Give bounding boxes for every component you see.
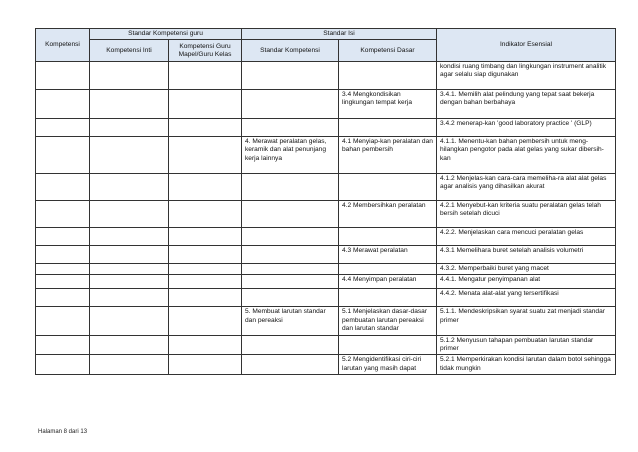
cell-empty xyxy=(169,307,242,335)
cell-ind xyxy=(437,119,616,137)
ind-text: 4.1.1. Menentu-kan bahan pembersih untuk meng-hilangkan pengotor pada alat gelas yang sukar dibersih-kan xyxy=(440,138,604,162)
cell-empty xyxy=(169,264,242,275)
cell-kd xyxy=(339,307,437,335)
cell-ind xyxy=(437,201,616,228)
cell-ind xyxy=(437,62,616,90)
table-row xyxy=(36,119,616,137)
cell-kd xyxy=(339,174,437,201)
header-standar-kompetensi: Standar Kompetensi xyxy=(242,40,339,62)
cell-empty xyxy=(90,355,169,375)
cell-sk xyxy=(242,355,339,375)
header-indikator: Indikator Esensial xyxy=(437,29,616,62)
cell-empty xyxy=(169,289,242,307)
table-row xyxy=(36,355,616,375)
ind-text: 4.4.2. Menata alat-alat yang tersertifikasi xyxy=(440,290,559,298)
cell-sk xyxy=(242,62,339,90)
cell-kd xyxy=(339,228,437,246)
cell-kd xyxy=(339,90,437,119)
cell-empty xyxy=(169,119,242,137)
cell-empty xyxy=(90,275,169,289)
table-row xyxy=(36,275,616,289)
cell-ind xyxy=(437,335,616,355)
header-kompetensi: Kompetensi xyxy=(36,29,90,62)
cell-empty xyxy=(169,275,242,289)
ind-text: 5.1.2 Menyusun tahapan pembuatan larutan standar primer xyxy=(440,336,594,353)
cell-empty xyxy=(36,264,90,275)
kd-text: 3.4 Mengkondisikan lingkungan tempat kerja xyxy=(342,91,413,107)
cell-kd xyxy=(339,275,437,289)
cell-ind xyxy=(437,246,616,264)
kd-text: 4.4 Menyimpan peralatan xyxy=(342,276,417,284)
table-row xyxy=(36,174,616,201)
cell-empty xyxy=(36,119,90,137)
cell-empty xyxy=(36,355,90,375)
cell-empty xyxy=(36,137,90,174)
kd-text: 5.1 Menjelaskan dasar-dasar pembuatan larutan pereaksi dan larutan standar xyxy=(342,308,428,333)
cell-kd xyxy=(339,137,437,174)
cell-empty xyxy=(36,62,90,90)
header-standar-isi: Standar Isi xyxy=(242,29,437,40)
ind-text: kondisi ruang timbang dan lingkungan instrument analitik agar selalu siap digunakan xyxy=(440,63,607,79)
cell-kd xyxy=(339,201,437,228)
ind-text: 3.4.2 menerap-kan 'good laboratory practice ' (GLP) xyxy=(440,120,592,127)
table-row xyxy=(36,289,616,307)
sk-text: 4. Merawat peralatan gelas, keramik dan alat penunjang kerja lainnya xyxy=(245,138,327,162)
cell-empty xyxy=(90,307,169,335)
cell-empty xyxy=(90,246,169,264)
ind-text: 4.4.1. Mengatur penyimpanan alat xyxy=(440,276,541,284)
cell-kd xyxy=(339,355,437,375)
kd-text: 4.3 Merawat peralatan xyxy=(342,247,408,254)
table-row xyxy=(36,335,616,355)
cell-ind xyxy=(437,90,616,119)
cell-empty xyxy=(169,355,242,375)
kd-text: 5.2 Mengidentifikasi ciri-ciri larutan yang masih dapat xyxy=(342,356,422,372)
cell-ind xyxy=(437,275,616,289)
cell-empty xyxy=(36,335,90,355)
cell-empty xyxy=(36,228,90,246)
cell-sk xyxy=(242,137,339,174)
cell-empty xyxy=(90,119,169,137)
page-footer: Halaman 8 dari 13 xyxy=(38,429,88,435)
cell-empty xyxy=(90,62,169,90)
cell-kd xyxy=(339,119,437,137)
cell-sk xyxy=(242,90,339,119)
cell-empty xyxy=(169,201,242,228)
cell-empty xyxy=(90,174,169,201)
cell-empty xyxy=(90,289,169,307)
cell-ind xyxy=(437,228,616,246)
kd-text: 4.2 Membersihkan peralatan xyxy=(342,202,426,209)
cell-empty xyxy=(169,335,242,355)
cell-empty xyxy=(169,174,242,201)
cell-empty xyxy=(90,90,169,119)
cell-sk xyxy=(242,228,339,246)
cell-empty xyxy=(90,264,169,275)
cell-empty xyxy=(36,174,90,201)
cell-empty xyxy=(36,201,90,228)
cell-empty xyxy=(169,246,242,264)
cell-empty xyxy=(90,137,169,174)
cell-ind xyxy=(437,289,616,307)
cell-sk xyxy=(242,119,339,137)
cell-kd xyxy=(339,289,437,307)
cell-ind xyxy=(437,355,616,375)
table-row xyxy=(36,90,616,119)
table-row xyxy=(36,246,616,264)
cell-ind xyxy=(437,174,616,201)
cell-empty xyxy=(90,335,169,355)
cell-ind xyxy=(437,307,616,335)
ind-text: 4.3.1 Memelihara buret setelah analisis volumetri xyxy=(440,247,584,254)
cell-empty xyxy=(36,275,90,289)
cell-empty xyxy=(36,289,90,307)
cell-empty xyxy=(90,228,169,246)
table-row xyxy=(36,228,616,246)
cell-empty xyxy=(169,90,242,119)
table-row xyxy=(36,264,616,275)
ind-text: 5.2.1 Memperkirakan kondisi larutan dalam botol sehingga tidak mungkin xyxy=(440,356,611,372)
sk-text: 5. Membuat larutan standar dan pereaksi xyxy=(245,308,326,324)
ind-text: 3.4.1. Memilih alat pelindung yang tepat saat bekerja dengan bahan berbahaya xyxy=(440,91,595,107)
table-row xyxy=(36,62,616,90)
cell-sk xyxy=(242,201,339,228)
ind-text: 4.2.1 Menyebut-kan kriteria suatu peralatan gelas telah bersih setelah dicuci xyxy=(440,202,601,218)
cell-sk xyxy=(242,275,339,289)
ind-text: 4.2.2. Menjelaskan cara mencuci peralatan gelas xyxy=(440,229,584,236)
cell-kd xyxy=(339,62,437,90)
header-kompetensi-mapel: Kompetensi Guru Mapel/Guru Kelas xyxy=(169,40,242,62)
cell-sk xyxy=(242,174,339,201)
cell-ind xyxy=(437,137,616,174)
cell-empty xyxy=(90,201,169,228)
ind-text: 5.1.1. Mendeskripsikan syarat suatu zat menjadi standar primer xyxy=(440,308,605,324)
cell-empty xyxy=(169,62,242,90)
cell-empty xyxy=(36,246,90,264)
cell-empty xyxy=(169,228,242,246)
ind-text: 4.1.2 Menjelas-kan cara-cara memeliha-ra alat alat gelas agar analisis yang dihasilkan akurat xyxy=(440,175,607,191)
cell-sk xyxy=(242,335,339,355)
ind-text: 4.3.2. Memperbaiki buret yang macet xyxy=(440,265,549,272)
header-kompetensi-inti: Kompetensi Inti xyxy=(90,40,169,62)
cell-empty xyxy=(36,90,90,119)
table-body xyxy=(36,62,616,375)
competency-table xyxy=(35,28,616,375)
cell-sk xyxy=(242,264,339,275)
kd-text: 4.1 Menyiap-kan peralatan dan bahan pembersih xyxy=(342,138,433,154)
header-standar-guru: Standar Kompetensi guru xyxy=(90,29,242,40)
cell-kd xyxy=(339,335,437,355)
cell-ind xyxy=(437,264,616,275)
cell-kd xyxy=(339,246,437,264)
table-row xyxy=(36,307,616,335)
cell-sk xyxy=(242,307,339,335)
table-row xyxy=(36,201,616,228)
cell-empty xyxy=(36,307,90,335)
table-row xyxy=(36,137,616,174)
cell-sk xyxy=(242,289,339,307)
cell-sk xyxy=(242,246,339,264)
header-kompetensi-dasar: Kompetensi Dasar xyxy=(339,40,437,62)
cell-empty xyxy=(169,137,242,174)
cell-kd xyxy=(339,264,437,275)
